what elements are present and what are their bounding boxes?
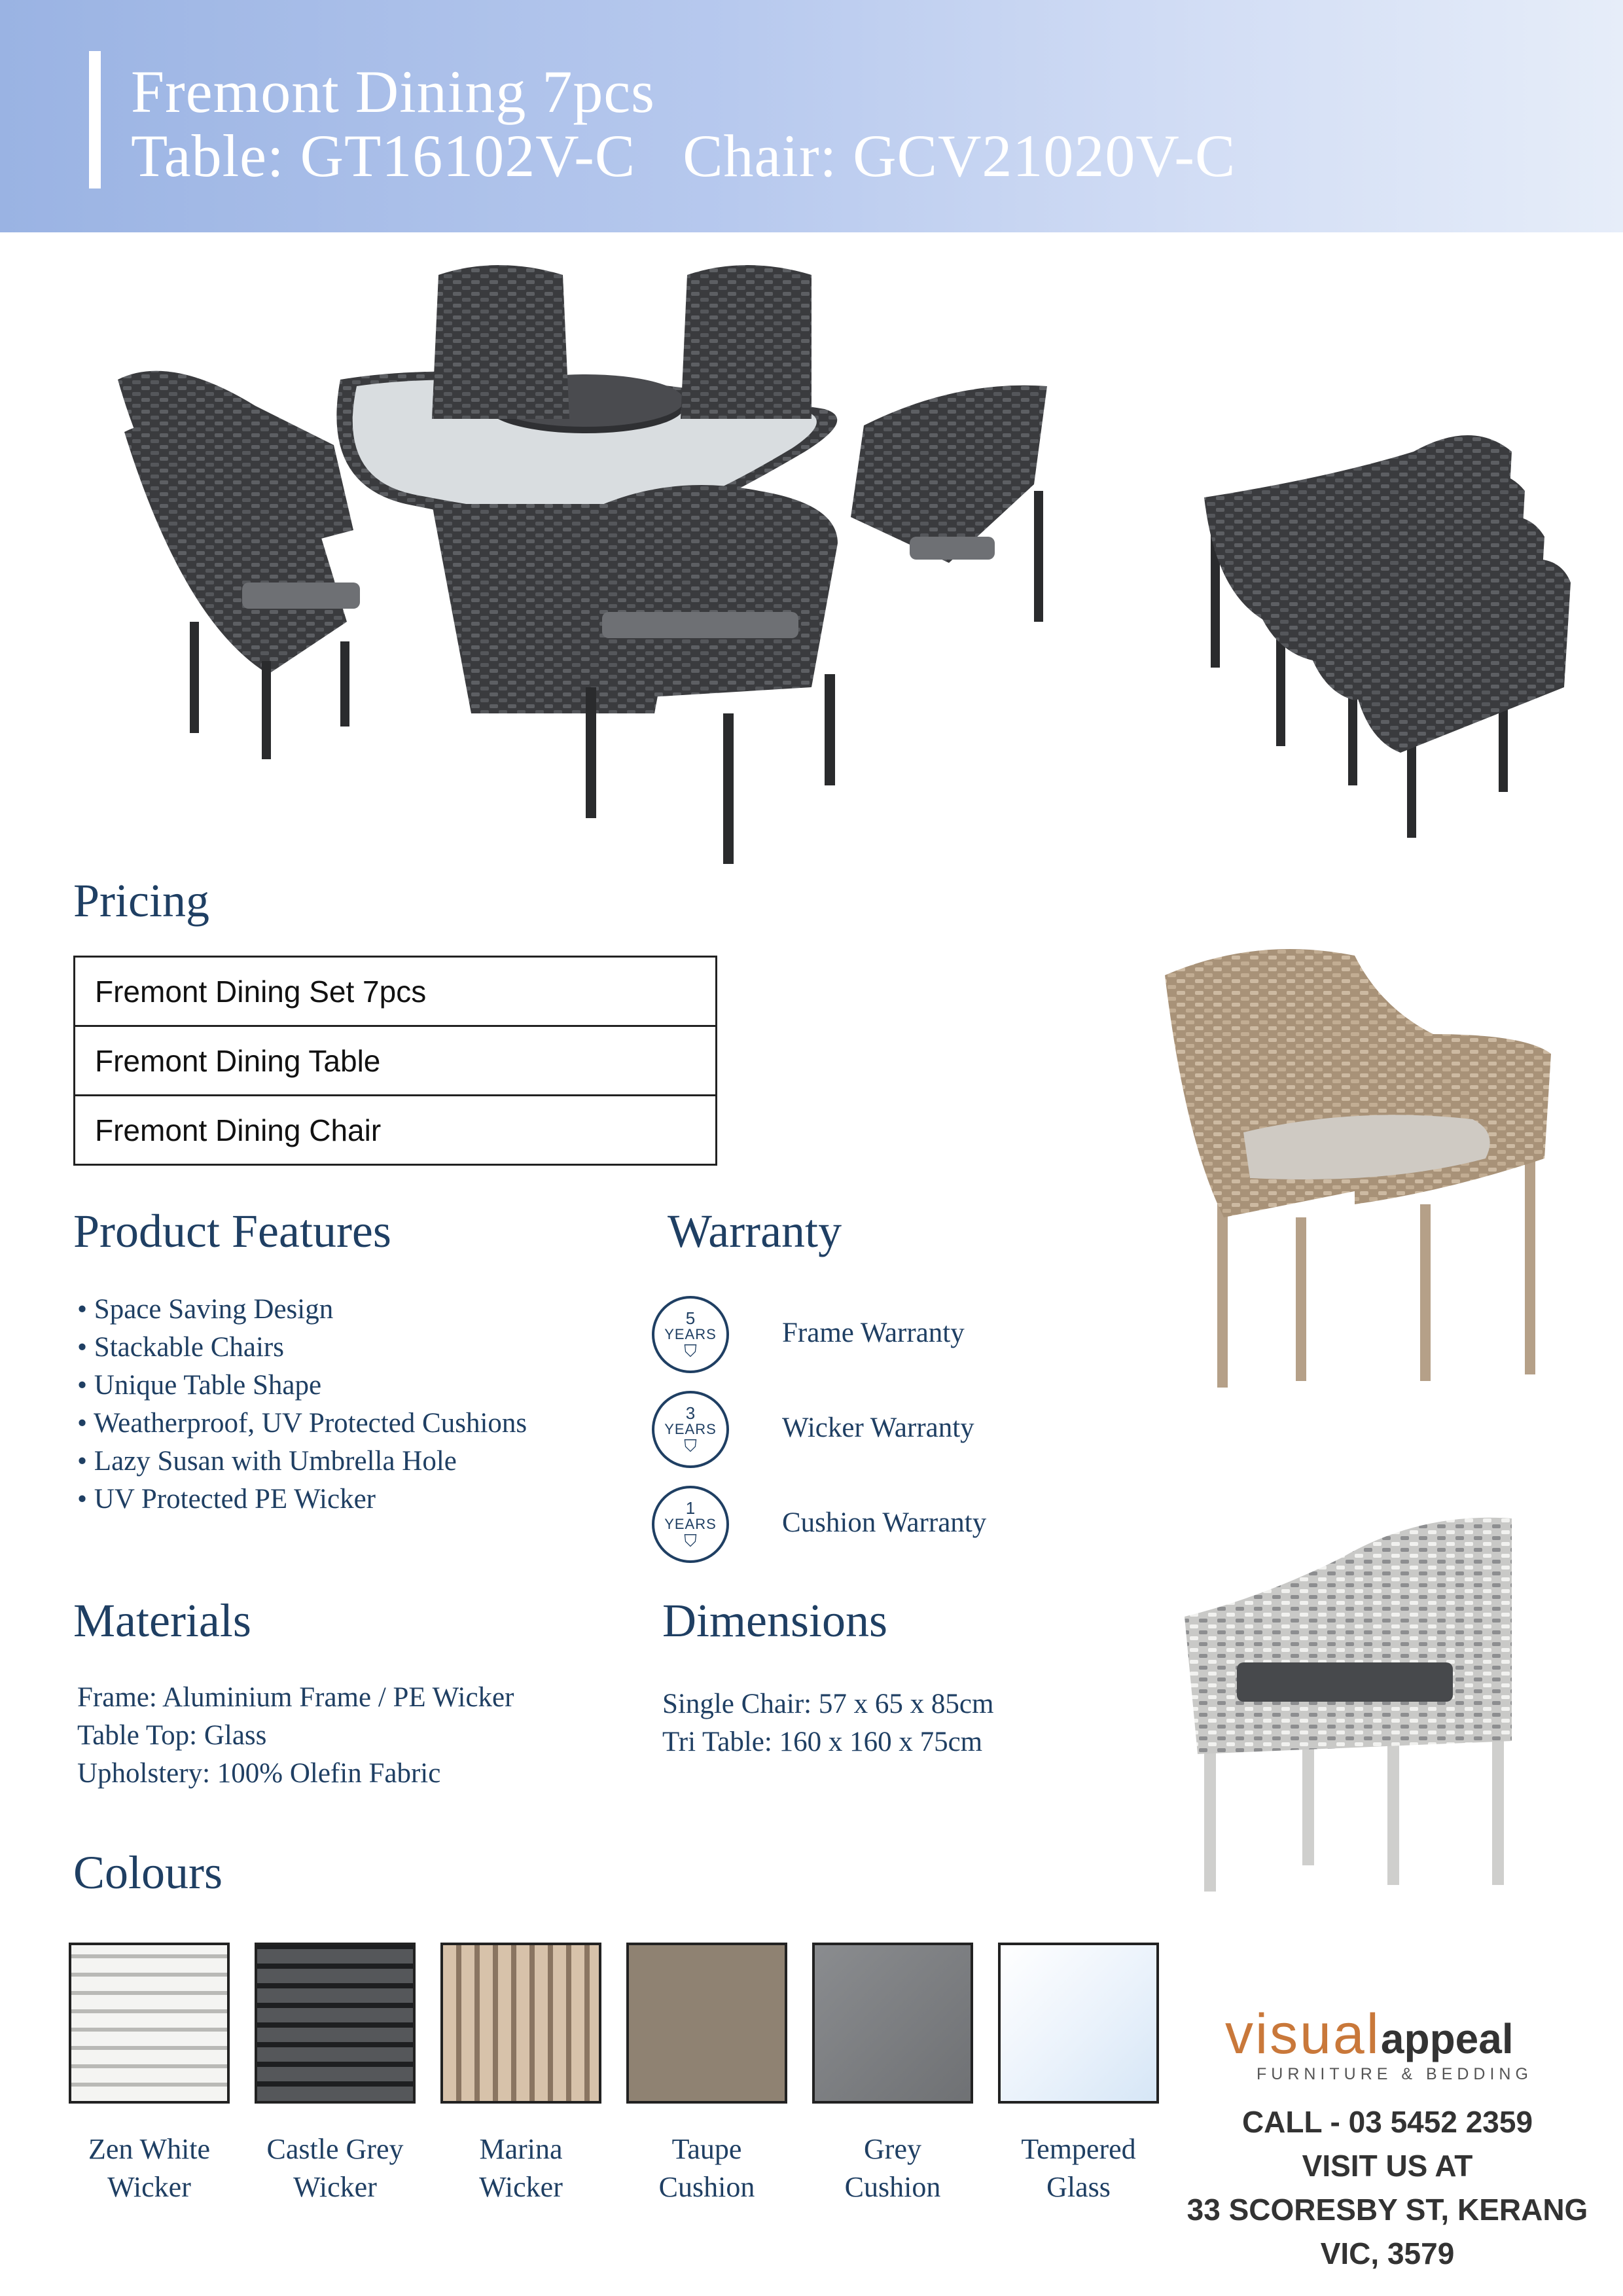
swatch-label-line2: Cushion (658, 2171, 755, 2203)
warranty-years-unit: YEARS (664, 1516, 717, 1532)
tempered-glass-swatch (998, 1943, 1159, 2104)
list-item: • Space Saving Design (77, 1294, 334, 1325)
swatch-label (987, 2130, 1170, 2206)
grey-swatch (812, 1943, 973, 2104)
materials-list (77, 1679, 514, 1793)
taupe-swatch (626, 1943, 787, 2104)
swatch-label (243, 2130, 427, 2206)
warranty-years-unit: YEARS (664, 1421, 717, 1437)
swatch-label (801, 2130, 984, 2206)
shield-icon: ⛉ (684, 1341, 697, 1361)
zen-white-swatch (69, 1943, 230, 2104)
list-item: • Lazy Susan with Umbrella Hole (77, 1446, 457, 1477)
contact-phone: CALL - 03 5452 2359 (1241, 2105, 1533, 2139)
dimensions-chair: Single Chair: 57 x 65 x 85cm (662, 1689, 994, 1719)
castle-grey-swatch (255, 1943, 416, 2104)
brand-name-part2: appeal (1380, 2015, 1514, 2062)
header-accent-bar (89, 51, 101, 188)
materials-frame: Frame: Aluminium Frame / PE Wicker (77, 1682, 514, 1713)
shield-years-icon (652, 1391, 729, 1468)
brand-name-part1: visual (1225, 2003, 1381, 2066)
swatch-label (615, 2130, 798, 2206)
swatch-label-line2: Wicker (107, 2171, 191, 2203)
materials-table-top: Table Top: Glass (77, 1720, 267, 1751)
colours-heading: Colours (73, 1846, 223, 1899)
swatch-label-line2: Wicker (293, 2171, 377, 2203)
shield-icon: ⛉ (684, 1531, 697, 1551)
shield-icon: ⛉ (684, 1436, 697, 1456)
warranty-years-number: 3 (685, 1403, 696, 1423)
marina-swatch (440, 1943, 601, 2104)
warranty-years-number: 1 (685, 1498, 696, 1518)
materials-heading: Materials (73, 1594, 251, 1647)
dimensions-list (662, 1685, 993, 1761)
pricing-heading: Pricing (73, 874, 209, 927)
table-row (75, 957, 717, 1026)
dimensions-heading: Dimensions (662, 1594, 888, 1647)
list-item: • Unique Table Shape (77, 1370, 322, 1401)
brand-logo (1225, 2003, 1514, 2070)
stacked-chairs-photo (1198, 412, 1577, 929)
table-row (75, 1026, 717, 1096)
pricing-set-label: Fremont Dining Set 7pcs (75, 957, 717, 1026)
product-model-codes: Table: GT16102V-C Chair: GCV21020V-C (131, 122, 1236, 189)
product-title: Fremont Dining 7pcs (131, 58, 655, 125)
contact-state: VIC, 3579 (1320, 2236, 1455, 2270)
swatch-label-line1: Zen White (88, 2133, 211, 2165)
frame-warranty-label: Frame Warranty (782, 1318, 965, 1348)
shield-years-icon (652, 1486, 729, 1563)
shield-years-icon (652, 1296, 729, 1373)
list-item: • UV Protected PE Wicker (77, 1484, 376, 1515)
pricing-table-label: Fremont Dining Table (75, 1026, 717, 1096)
swatch-label-line1: Marina (479, 2133, 563, 2165)
swatch-label (58, 2130, 241, 2206)
contact-street: 33 SCORESBY ST, KERANG (1186, 2193, 1588, 2227)
swatch-label-line2: Glass (1046, 2171, 1111, 2203)
swatch-label-line2: Cushion (844, 2171, 941, 2203)
list-item: • Stackable Chairs (77, 1332, 284, 1363)
swatch-label-line2: Wicker (479, 2171, 563, 2203)
swatch-label-line1: Castle Grey (266, 2133, 404, 2165)
dining-set-photo (105, 255, 1126, 897)
list-item: • Weatherproof, UV Protected Cushions (77, 1408, 527, 1439)
swatch-label-line1: Grey (864, 2133, 921, 2165)
contact-visit: VISIT US AT (1302, 2149, 1473, 2183)
swatch-label (429, 2130, 613, 2206)
warranty-years-number: 5 (685, 1308, 696, 1328)
warranty-years-unit: YEARS (664, 1326, 717, 1342)
materials-upholstery: Upholstery: 100% Olefin Fabric (77, 1758, 441, 1789)
table-row (75, 1096, 717, 1165)
taupe-chair-photo (1158, 942, 1584, 1414)
dimensions-table: Tri Table: 160 x 160 x 75cm (662, 1727, 983, 1757)
swatch-label-line1: Tempered (1021, 2133, 1136, 2165)
white-chair-photo (1171, 1505, 1551, 1924)
pricing-chair-label: Fremont Dining Chair (75, 1096, 717, 1165)
features-list (77, 1291, 527, 1518)
wicker-warranty-label: Wicker Warranty (782, 1412, 974, 1443)
features-heading: Product Features (73, 1205, 391, 1257)
warranty-heading: Warranty (668, 1205, 842, 1257)
brand-tagline: FURNITURE & BEDDING (1257, 2065, 1533, 2083)
pricing-table (73, 956, 717, 1166)
cushion-warranty-label: Cushion Warranty (782, 1507, 987, 1538)
swatch-label-line1: Taupe (671, 2133, 742, 2165)
